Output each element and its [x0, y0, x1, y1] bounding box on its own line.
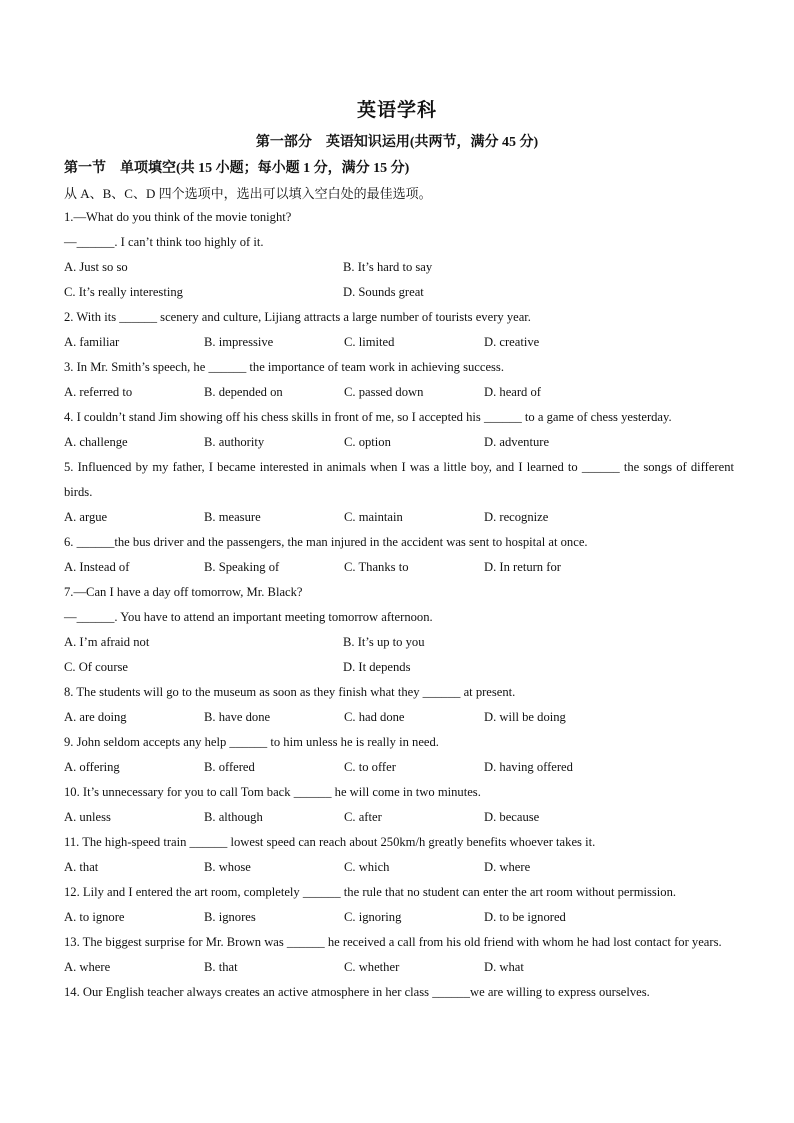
question-stem: 11. The high-speed train ______ lowest speed can reach about 250km/h greatly benefits whoever takes it.: [64, 835, 596, 849]
answer-option: B. impressive: [204, 335, 274, 349]
answer-option: C. had done: [344, 710, 405, 724]
answer-option: B. offered: [204, 760, 255, 774]
answer-option: B. whose: [204, 860, 251, 874]
answer-option: C. whether: [344, 960, 400, 974]
question-item: [64, 355, 734, 405]
question-stem: 12. Lily and I entered the art room, completely ______ the rule that no student can enter the art room without permission.: [64, 885, 677, 899]
question-stem: 9. John seldom accepts any help ______ to him unless he is really in need.: [64, 735, 439, 749]
answer-option: A. Just so so: [64, 260, 128, 274]
answer-option: B. Speaking of: [204, 560, 280, 574]
question-stem: 13. The biggest surprise for Mr. Brown was ______ he received a call from his old friend with whom he had lost contact for years.: [64, 935, 722, 949]
question-stem: 10. It’s unnecessary for you to call Tom back ______ he will come in two minutes.: [64, 785, 481, 799]
options-row: [64, 705, 734, 730]
answer-option: D. In return for: [484, 560, 561, 574]
answer-option: A. where: [64, 960, 111, 974]
question-stem: —______. You have to attend an important meeting tomorrow afternoon.: [64, 610, 433, 624]
answer-option: D. where: [484, 860, 531, 874]
question-stem: 1.—What do you think of the movie tonight?: [64, 210, 292, 224]
question-item: [64, 980, 734, 1005]
question-item: [64, 680, 734, 730]
options-row: [64, 655, 734, 680]
options-row: [64, 630, 734, 655]
question-item: [64, 930, 734, 980]
answer-option: A. offering: [64, 760, 120, 774]
answer-option: D. recognize: [484, 510, 549, 524]
answer-option: A. familiar: [64, 335, 120, 349]
options-row: [64, 280, 734, 305]
options-row: [64, 505, 734, 530]
options-row: [64, 805, 734, 830]
question-stem: 7.—Can I have a day off tomorrow, Mr. Black?: [64, 585, 303, 599]
answer-option: A. that: [64, 860, 99, 874]
answer-option: C. option: [344, 435, 391, 449]
answer-option: B. authority: [204, 435, 265, 449]
options-row: [64, 855, 734, 880]
question-stem: 5. Influenced by my father, I became interested in animals when I was a little boy, and I learned to ______ the songs of different birds.: [64, 460, 734, 499]
question-item: [64, 730, 734, 780]
question-list: [64, 205, 734, 1005]
answer-option: B. that: [204, 960, 238, 974]
answer-option: D. heard of: [484, 385, 541, 399]
page-title: 英语学科: [356, 100, 437, 121]
answer-option: D. will be doing: [484, 710, 566, 724]
answer-option: C. maintain: [344, 510, 403, 524]
question-item: [64, 830, 734, 880]
answer-option: C. passed down: [344, 385, 424, 399]
answer-option: A. I’m afraid not: [64, 635, 150, 649]
answer-option: C. after: [344, 810, 382, 824]
question-item: [64, 780, 734, 830]
options-row: [64, 380, 734, 405]
answer-option: B. It’s up to you: [343, 635, 425, 649]
question-item: [64, 455, 734, 530]
answer-option: B. measure: [204, 510, 261, 524]
question-stem: 14. Our English teacher always creates an active atmosphere in her class ______we are willing to express ourselves.: [64, 985, 650, 999]
answer-option: A. challenge: [64, 435, 128, 449]
question-stem: 2. With its ______ scenery and culture, Lijiang attracts a large number of tourists every year.: [64, 310, 531, 324]
question-item: [64, 205, 734, 305]
answer-option: D. having offered: [484, 760, 573, 774]
instructions: 从 A、B、C、D 四个选项中，选出可以填入空白处的最佳选项。: [64, 186, 432, 201]
question-stem: —______. I can’t think too highly of it.: [64, 235, 264, 249]
answer-option: B. ignores: [204, 910, 256, 924]
answer-option: D. adventure: [484, 435, 550, 449]
answer-option: B. It’s hard to say: [343, 260, 433, 274]
answer-option: D. to be ignored: [484, 910, 566, 924]
answer-option: C. to offer: [344, 760, 396, 774]
answer-option: C. ignoring: [344, 910, 402, 924]
answer-option: B. have done: [204, 710, 271, 724]
answer-option: D. because: [484, 810, 540, 824]
answer-option: C. Thanks to: [344, 560, 409, 574]
answer-option: B. depended on: [204, 385, 283, 399]
answer-option: D. what: [484, 960, 524, 974]
answer-option: A. to ignore: [64, 910, 125, 924]
question-stem: 4. I couldn’t stand Jim showing off his chess skills in front of me, so I accepted his ______ to a game of chess yesterday.: [64, 410, 672, 424]
answer-option: C. which: [344, 860, 390, 874]
answer-option: A. unless: [64, 810, 111, 824]
question-item: [64, 305, 734, 355]
options-row: [64, 255, 734, 280]
answer-option: A. Instead of: [64, 560, 130, 574]
question-item: [64, 405, 734, 455]
section-heading: 第一节 单项填空(共 15 小题；每小题 1 分，满分 15 分): [64, 161, 410, 176]
question-item: [64, 580, 734, 680]
options-row: [64, 555, 734, 580]
options-row: [64, 955, 734, 980]
answer-option: D. creative: [484, 335, 540, 349]
answer-option: C. Of course: [64, 660, 129, 674]
options-row: [64, 755, 734, 780]
question-stem: 3. In Mr. Smith’s speech, he ______ the importance of team work in achieving success.: [64, 360, 504, 374]
answer-option: D. Sounds great: [343, 285, 424, 299]
options-row: [64, 430, 734, 455]
options-row: [64, 905, 734, 930]
answer-option: A. referred to: [64, 385, 133, 399]
part-heading: 第一部分 英语知识运用(共两节，满分 45 分): [255, 135, 539, 150]
question-stem: 8. The students will go to the museum as soon as they finish what they ______ at present.: [64, 685, 516, 699]
answer-option: A. are doing: [64, 710, 127, 724]
answer-option: C. It’s really interesting: [64, 285, 183, 299]
answer-option: B. although: [204, 810, 263, 824]
question-item: [64, 530, 734, 580]
answer-option: D. It depends: [343, 660, 411, 674]
options-row: [64, 330, 734, 355]
answer-option: A. argue: [64, 510, 108, 524]
question-stem: 6. ______the bus driver and the passengers, the man injured in the accident was sent to hospital at once.: [64, 535, 588, 549]
answer-option: C. limited: [344, 335, 395, 349]
question-item: [64, 880, 734, 930]
